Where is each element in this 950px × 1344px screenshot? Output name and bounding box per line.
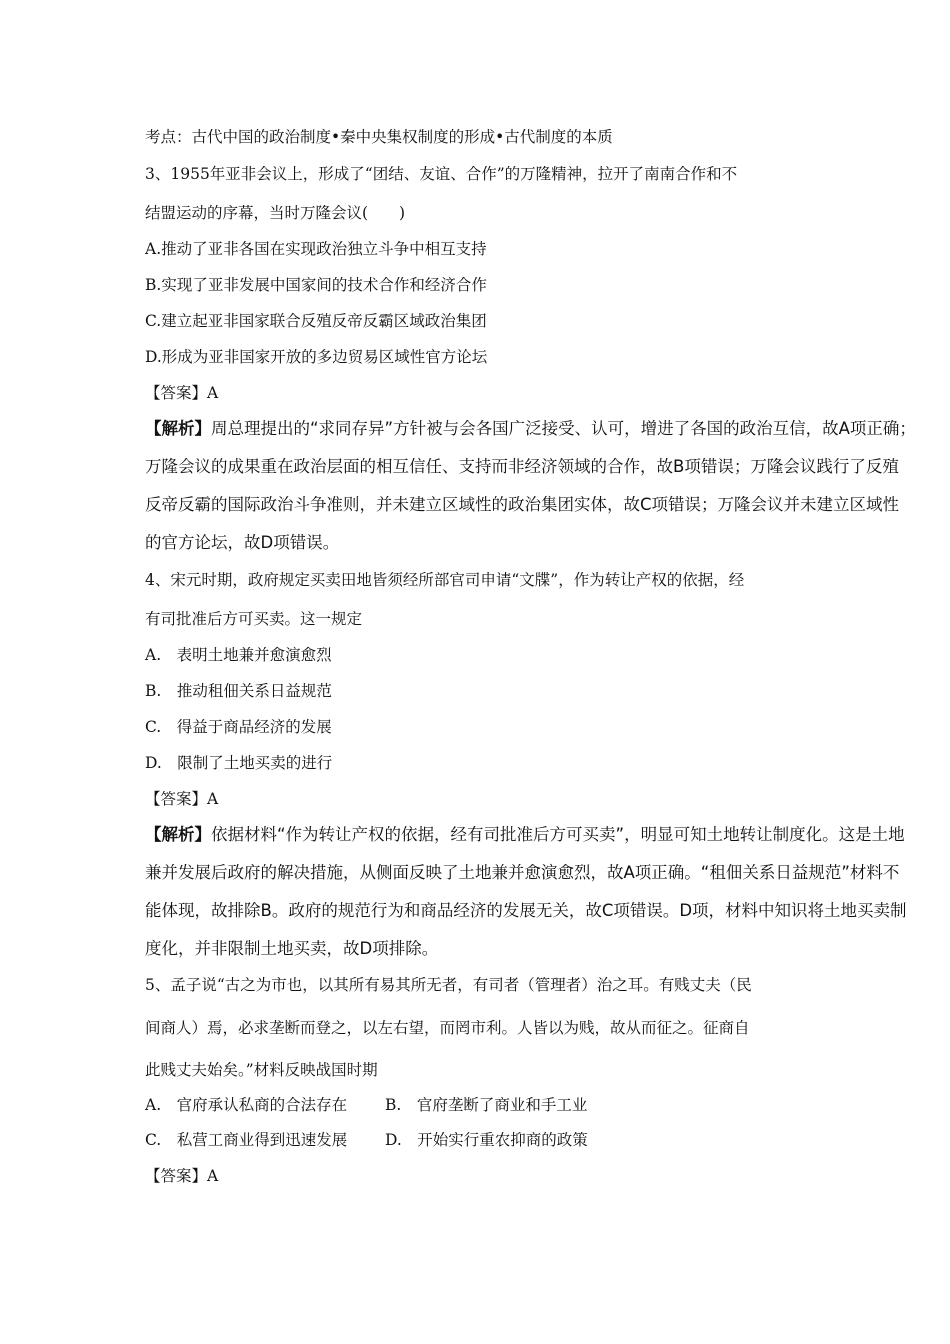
explanation-tag: 【解析】 [145,825,211,844]
question-5-stem-line-2: 间商人）焉，必求垄断而登之，以左右望，而罔市利。人皆以为贱，故从而征之。征商自 [145,1019,750,1037]
question-5-option-a: A. 官府承认私商的合法存在 [145,1096,348,1114]
question-4-explanation-line-1 [145,824,920,846]
question-3-stem-line-1: 3、1955年亚非会议上，形成了“团结、友谊、合作”的万隆精神，拉开了南南合作和不 [145,165,738,183]
question-4-answer: 【答案】A [145,790,219,808]
question-4-option-a: A. 表明土地兼并愈演愈烈 [145,646,332,664]
question-4-explanation-line-2: 兼并发展后政府的解决措施，从侧面反映了土地兼并愈演愈烈，故A项正确。“租佃关系日益规范”材料不 [145,863,900,882]
question-4-option-c: C. 得益于商品经济的发展 [145,718,332,736]
question-5-option-b: B. 官府垄断了商业和手工业 [385,1096,588,1114]
question-3-option-c: C.建立起亚非国家联合反殖反帝反霸区域政治集团 [145,312,487,330]
question-3-option-d: D.形成为亚非国家开放的多边贸易区域性官方论坛 [145,348,488,366]
question-4-stem-line-2: 有司批准后方可买卖。这一规定 [145,610,363,628]
question-5-options-row-1 [145,1095,588,1115]
question-4-stem-line-1: 4、宋元时期，政府规定买卖田地皆须经所部官司申请“文牒”，作为转让产权的依据，经 [145,571,745,589]
question-5-options-row-2 [145,1130,588,1150]
question-3-answer: 【答案】A [145,384,219,402]
kaodian-line: 考点：古代中国的政治制度•秦中央集权制度的形成•古代制度的本质 [145,128,613,146]
question-3-explanation-line-2: 万隆会议的成果重在政治层面的相互信任、支持而非经济领域的合作，故B项错误；万隆会议践行了反殖 [145,457,899,476]
question-3-explanation-line-3: 反帝反霸的国际政治斗争准则，并未建立区域性的政治集团实体，故C项错误；万隆会议并未建立区域性 [145,495,900,514]
explanation-tag: 【解析】 [145,419,211,438]
question-4-explanation-line-4: 度化，并非限制土地买卖，故D项排除。 [145,939,439,958]
question-3-option-a: A.推动了亚非各国在实现政治独立斗争中相互支持 [145,240,487,258]
question-3-explanation-line-4: 的官方论坛，故D项错误。 [145,533,340,552]
explanation-text: 依据材料“作为转让产权的依据，经有司批准后方可买卖”，明显可知土地转让制度化。这是土地 [211,825,905,844]
question-5-stem-line-3: 此贱丈夫始矣。”材料反映战国时期 [145,1061,378,1079]
question-5-option-d: D. 开始实行重农抑商的政策 [385,1131,588,1149]
question-4-explanation-line-3: 能体现，故排除B。政府的规范行为和商品经济的发展无关，故C项错误。D项，材料中知识将土地买卖制 [145,901,907,920]
question-5-answer: 【答案】A [145,1167,219,1185]
question-3-option-b: B.实现了亚非发展中国家间的技术合作和经济合作 [145,276,487,294]
explanation-text: 周总理提出的“求同存异”方针被与会各国广泛接受、认可，增进了各国的政治互信，故A项正确； [211,419,916,438]
question-3-explanation-line-1 [145,418,920,440]
question-5-option-c: C. 私营工商业得到迅速发展 [145,1131,348,1149]
question-4-option-d: D. 限制了土地买卖的进行 [145,754,333,772]
question-3-stem-line-2: 结盟运动的序幕，当时万隆会议( ) [145,204,406,222]
question-4-option-b: B. 推动租佃关系日益规范 [145,682,332,700]
question-5-stem-line-1: 5、孟子说“古之为市也，以其所有易其所无者，有司者（管理者）治之耳。有贱丈夫（民 [145,976,752,994]
